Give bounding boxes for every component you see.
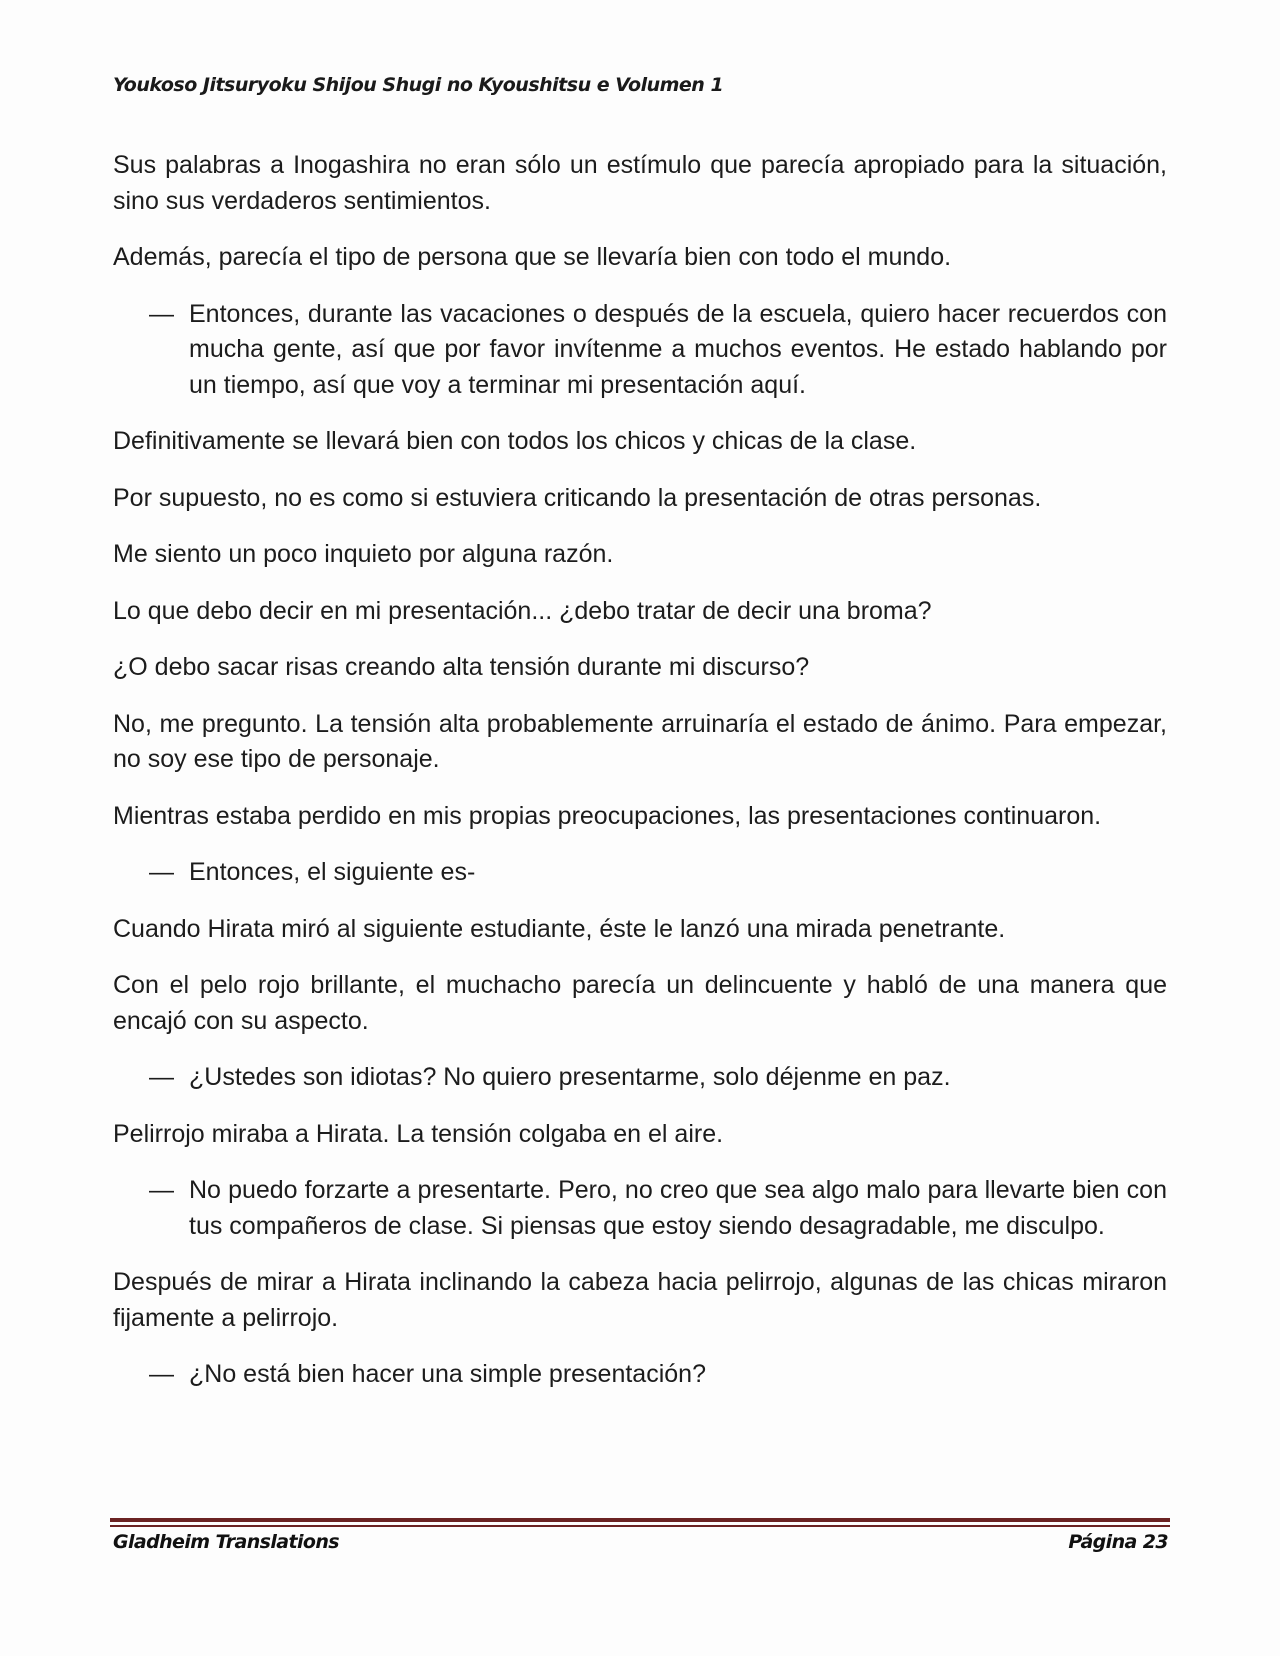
dialogue-line xyxy=(113,855,1167,891)
paragraph: Cuando Hirata miró al siguiente estudiante, éste le lanzó una mirada penetrante. xyxy=(113,914,1006,943)
dialogue-dash: — xyxy=(149,858,174,886)
paragraph: Me siento un poco inquieto por alguna razón. xyxy=(113,540,614,568)
dialogue-dash: — xyxy=(149,1063,174,1091)
dialogue-line xyxy=(113,297,1167,404)
paragraph: Además, parecía el tipo de persona que se llevaría bien con todo el mundo. xyxy=(113,243,952,271)
running-header: Youkoso Jitsuryoku Shijou Shugi no Kyoushitsu e Volumen 1 xyxy=(113,74,724,96)
dialogue-line xyxy=(113,1060,1167,1096)
paragraph: ¿O debo sacar risas creando alta tensión durante mi discurso? xyxy=(113,653,810,681)
dialogue-text: ¿Ustedes son idiotas? No quiero presentarme, solo déjenme en paz. xyxy=(189,1063,951,1091)
paragraph: Mientras estaba perdido en mis propias preocupaciones, las presentaciones continuaron. xyxy=(113,801,1102,830)
body-text xyxy=(113,148,1167,1414)
dialogue-text: No puedo forzarte a presentarte. Pero, no creo que sea algo malo para llevarte bien con tus compañeros de clase. Si piensas que estoy siendo desagradable, me disculpo. xyxy=(189,1176,1167,1240)
paragraph: Sus palabras a Inogashira no eran sólo un estímulo que parecía apropiado para la situación, sino sus verdaderos sentimientos. xyxy=(113,151,1167,215)
page-number: Página 23 xyxy=(1068,1531,1168,1553)
paragraph: Definitivamente se llevará bien con todos los chicos y chicas de la clase. xyxy=(113,427,917,455)
dialogue-dash: — xyxy=(149,1360,174,1388)
paragraph: Con el pelo rojo brillante, el muchacho parecía un delincuente y habló de una manera que encajó con su aspecto. xyxy=(113,971,1167,1035)
dialogue-text: Entonces, el siguiente es- xyxy=(189,858,476,886)
dialogue-dash: — xyxy=(149,299,174,328)
paragraph: Lo que debo decir en mi presentación... ¿debo tratar de decir una broma? xyxy=(113,596,932,625)
dialogue-line xyxy=(113,1173,1167,1244)
dialogue-line xyxy=(113,1357,1167,1393)
paragraph: No, me pregunto. La tensión alta probablemente arruinaría el estado de ánimo. Para empezar, no soy ese tipo de personaje. xyxy=(113,709,1167,773)
dialogue-text: Entonces, durante las vacaciones o después de la escuela, quiero hacer recuerdos con mucha gente, así que por favor invítenme a muchos eventos. He estado hablando por un tiempo, así que voy a terminar mi presentación aquí. xyxy=(189,299,1167,399)
paragraph: Por supuesto, no es como si estuviera criticando la presentación de otras personas. xyxy=(113,483,1042,512)
paragraph: Después de mirar a Hirata inclinando la cabeza hacia pelirrojo, algunas de las chicas miraron fijamente a pelirrojo. xyxy=(113,1268,1167,1332)
footer-publisher: Gladheim Translations xyxy=(113,1531,339,1553)
dialogue-text: ¿No está bien hacer una simple presentación? xyxy=(189,1360,706,1388)
dialogue-dash: — xyxy=(149,1176,174,1204)
paragraph: Pelirrojo miraba a Hirata. La tensión colgaba en el aire. xyxy=(113,1119,724,1148)
footer-divider xyxy=(110,1518,1170,1527)
